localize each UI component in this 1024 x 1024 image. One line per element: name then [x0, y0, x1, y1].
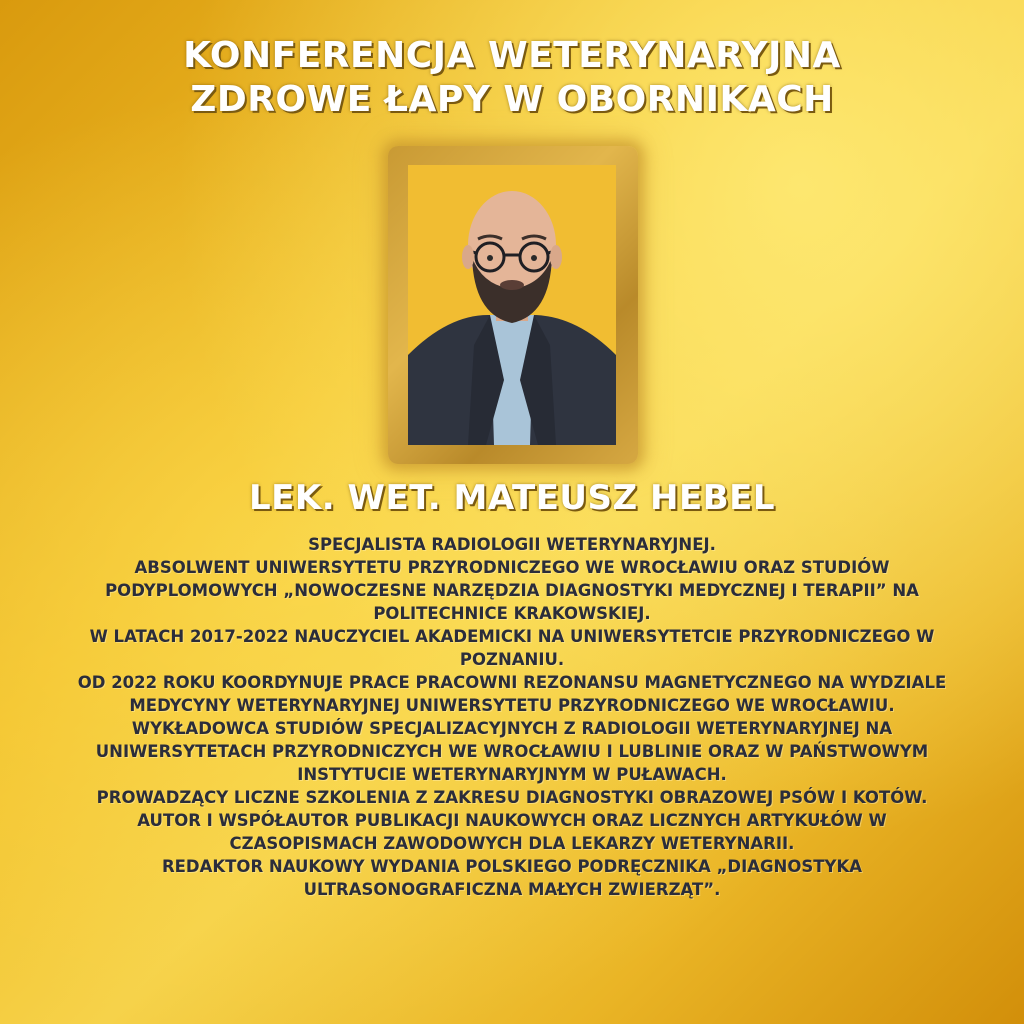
speaker-bio — [30, 533, 994, 901]
page-title — [0, 34, 1024, 122]
bio-line: POZNANIU. — [459, 650, 565, 669]
speaker-photo — [408, 165, 616, 445]
speaker-portrait — [408, 165, 616, 445]
bio-line: ABSOLWENT UNIWERSYTETU PRZYRODNICZEGO WE WROCŁAWIU ORAZ STUDIÓW — [134, 558, 890, 577]
bio-line: POLITECHNICE KRAKOWSKIEJ. — [373, 604, 651, 623]
bio-line: UNIWERSYTETACH PRZYRODNICZYCH WE WROCŁAWIU I LUBLINIE ORAZ W PAŃSTWOWYM — [95, 742, 929, 761]
speaker-name: LEK. WET. MATEUSZ HEBEL — [249, 478, 775, 518]
bio-line: INSTYTUCIE WETERYNARYJNYM W PUŁAWACH. — [297, 765, 727, 784]
title-line-1: KONFERENCJA WETERYNARYJNA — [183, 35, 841, 76]
bio-line: REDAKTOR NAUKOWY WYDANIA POLSKIEGO PODRĘCZNIKA „DIAGNOSTYKA — [161, 857, 863, 876]
bio-line: AUTOR I WSPÓŁAUTOR PUBLIKACJI NAUKOWYCH ORAZ LICZNYCH ARTYKUŁÓW W — [137, 811, 887, 830]
bio-line: PODYPLOMOWYCH „NOWOCZESNE NARZĘDZIA DIAGNOSTYKI MEDYCZNEJ I TERAPII” NA — [105, 581, 919, 600]
bio-line: MEDYCYNY WETERYNARYJNEJ UNIWERSYTETU PRZYRODNICZEGO WE WROCŁAWIU. — [129, 696, 895, 715]
bio-line: PROWADZĄCY LICZNE SZKOLENIA Z ZAKRESU DIAGNOSTYKI OBRAZOWEJ PSÓW I KOTÓW. — [96, 788, 928, 807]
bio-line: CZASOPISMACH ZAWODOWYCH DLA LEKARZY WETERYNARII. — [229, 834, 795, 853]
bio-line: ULTRASONOGRAFICZNA MAŁYCH ZWIERZĄT”. — [303, 880, 721, 899]
title-line-2: ZDROWE ŁAPY W OBORNIKACH — [190, 79, 834, 120]
bio-line: SPECJALISTA RADIOLOGII WETERYNARYJNEJ. — [308, 535, 716, 554]
bio-line: OD 2022 ROKU KOORDYNUJE PRACE PRACOWNI REZONANSU MAGNETYCZNEGO NA WYDZIALE — [77, 673, 947, 692]
bio-line: WYKŁADOWCA STUDIÓW SPECJALIZACYJNYCH Z RADIOLOGII WETERYNARYJNEJ NA — [131, 719, 893, 738]
bio-line: W LATACH 2017-2022 NAUCZYCIEL AKADEMICKI NA UNIWERSYTETCIE PRZYRODNICZEGO W — [89, 627, 935, 646]
